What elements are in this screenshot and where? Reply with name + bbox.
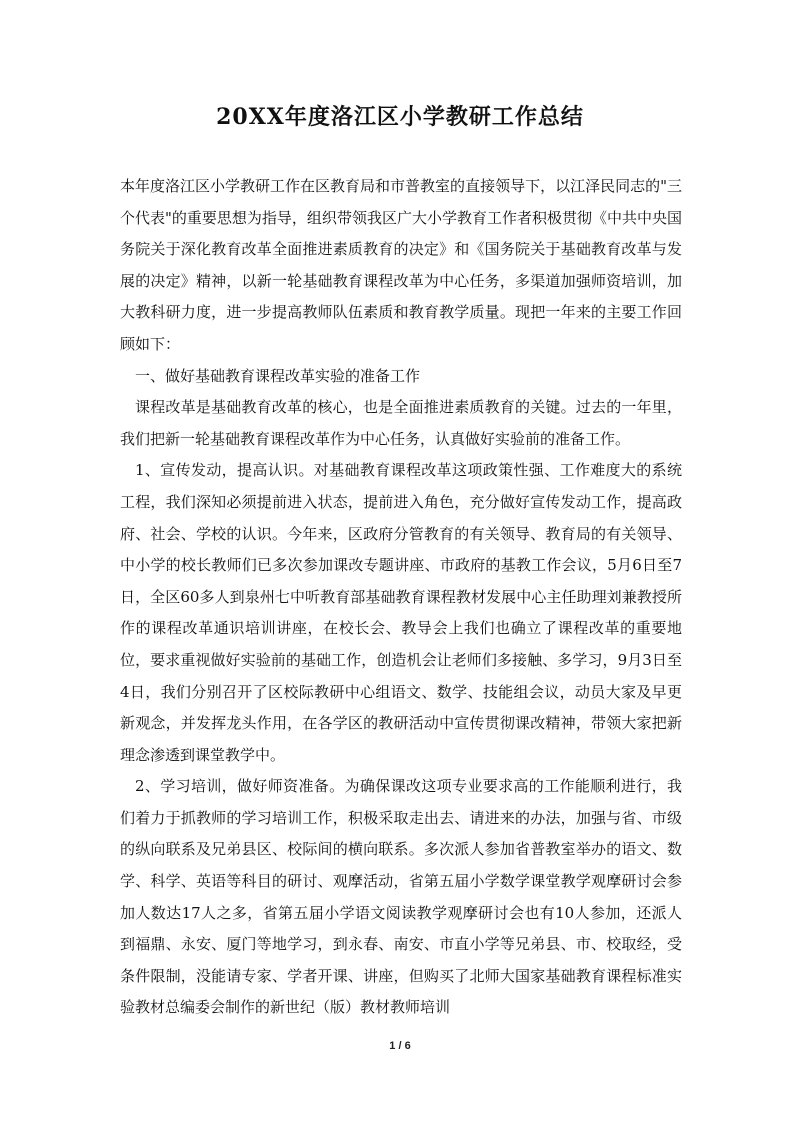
body-paragraph: 1、宣传发动，提高认识。对基础教育课程改革这项政策性强、工作难度大的系统工程，我们深知必须提前进入状态，提前进入角色，充分做好宣传发动工作，提高政府、社会、学校的认识。今年来，区政府分管教育的有关领导、教育局的有关领导、中小学的校长教师们已多次参加课改专题讲座、市政府的基教工作会议，5月6日至7日，全区60多人到泉州七中听教育部基础教育课程教材发展中心主任助理刘兼教授所作的课程改革通识培训讲座，在校长会、教导会上我们也确立了课程改革的重要地位，要求重视做好实验前的基础工作，创造机会让老师们多接触、多学习，9月3日至4日，我们分别召开了区校际教研中心组语文、数学、技能组会议，动员大家及早更新观念，并发挥龙头作用，在各学区的教研活动中宣传贯彻课改精神，带领大家把新理念渗透到课堂教学中。 — [120, 461, 682, 764]
body-paragraph: 2、学习培训，做好师资准备。为确保课改这项专业要求高的工作能顺利进行，我们着力于抓教师的学习培训工作，积极采取走出去、请进来的办法，加强与省、市级的纵向联系及兄弟县区、校际间的横向联系。多次派人参加省普教室举办的语文、数学、科学、英语等科目的研讨、观摩活动，省第五届小学数学课堂教学观摩研讨会参加人数达17人之多，省第五届小学语文阅读教学观摩研讨会也有10人参加，还派人到福鼎、永安、厦门等地学习，到永春、南安、市直小学等兄弟县、市、校取经，受条件限制，没能请专家、学者开课、讲座，但购买了北师大国家基础教育课程标准实验教材总编委会制作的新世纪（版）教材教师培训 — [120, 777, 682, 1017]
body-paragraph: 课程改革是基础教育改革的核心，也是全面推进素质教育的关键。过去的一年里，我们把新一轮基础教育课程改革作为中心任务，认真做好实验前的准备工作。 — [120, 398, 682, 448]
document-body — [120, 171, 682, 1024]
intro-paragraph: 本年度洛江区小学教研工作在区教育局和市普教室的直接领导下，以江泽民同志的"三个代表"的重要思想为指导，组织带领我区广大小学教育工作者积极贯彻《中共中央国务院关于深化教育改革全面推进素质教育的决定》和《国务院关于基础教育改革与发展的决定》精神，以新一轮基础教育课程改革为中心任务，多渠道加强师资培训，加大教科研力度，进一步提高教师队伍素质和教育教学质量。现把一年来的主要工作回顾如下： — [120, 177, 682, 353]
page-number: 1 / 6 — [389, 1040, 411, 1052]
section-heading: 一、做好基础教育课程改革实验的准备工作 — [135, 366, 421, 385]
document-title: 20XX年度洛江区小学教研工作总结 — [216, 104, 584, 130]
